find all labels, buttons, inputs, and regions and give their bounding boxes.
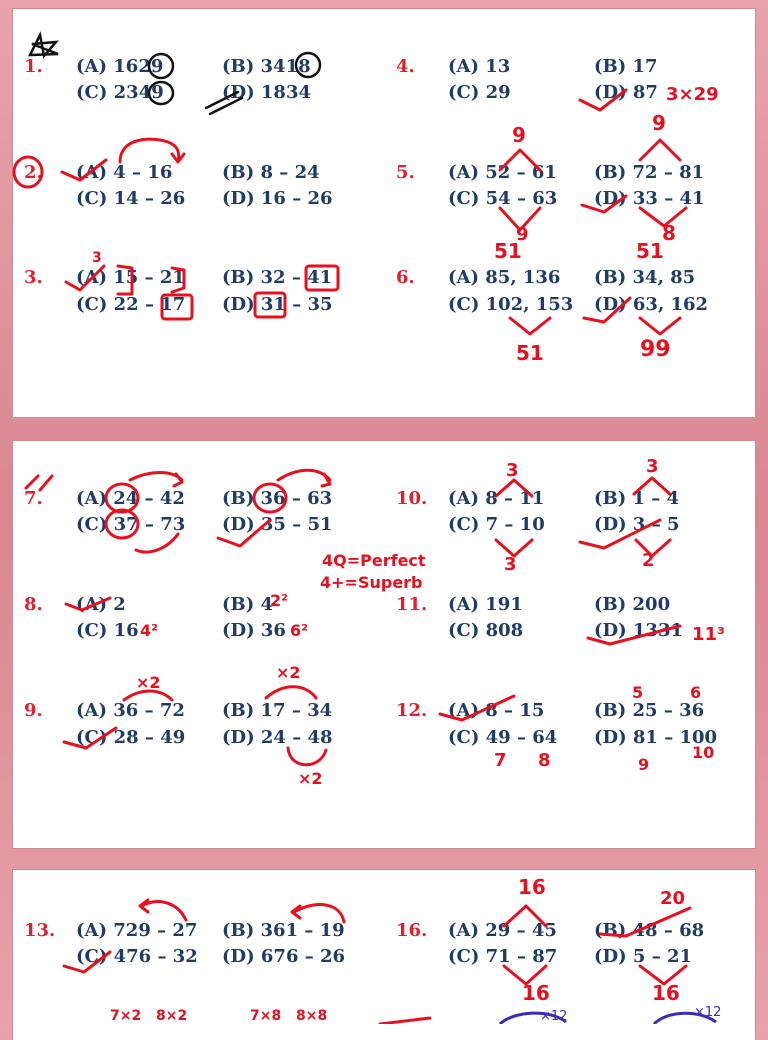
hw-q8-d: 6² [290,621,309,640]
hw-q12-d2: 10 [692,743,715,762]
option-a[interactable]: (A) 15 – 21 [76,267,185,288]
question-number: 9. [24,700,43,721]
option-d[interactable]: (D) 31 – 35 [222,294,333,315]
option-a[interactable]: (A) 4 – 16 [76,162,173,183]
hw-q13-b2: 8×2 [156,1008,188,1024]
option-a[interactable]: (A) 52 – 61 [448,162,557,183]
option-b[interactable]: (B) 17 [594,56,658,77]
question-number: 6. [396,267,415,288]
option-b[interactable]: (B) 72 – 81 [594,162,705,183]
option-b[interactable]: (B) 17 – 34 [222,700,333,721]
option-b[interactable]: (B) 361 – 19 [222,920,345,941]
hw-q5-b-top: 9 [652,111,666,135]
option-d[interactable]: (D) 16 – 26 [222,188,333,209]
option-d[interactable]: (D) 33 – 41 [594,188,705,209]
option-a[interactable]: (A) 8 – 15 [448,700,545,721]
hw-q16-a-bot: 16 [522,981,550,1005]
option-b[interactable]: (B) 1 – 4 [594,488,680,509]
option-c[interactable]: (C) 28 – 49 [76,727,186,748]
option-a[interactable]: (A) 36 – 72 [76,700,185,721]
hw-q16-x12a: ×12 [540,1009,568,1024]
hw-q13-b3: 7×8 [250,1008,282,1024]
hw-q4: 3×29 [666,84,719,105]
hw-q12-c1: 7 [494,750,507,771]
hw-q10-a-bot: 3 [504,554,517,575]
question-number: 10. [396,488,428,509]
question-number: 11. [396,594,428,615]
hw-q8-b: 2² [270,591,289,610]
option-a[interactable]: (A) 29 – 45 [448,920,557,941]
option-a[interactable]: (A) 2 [76,594,126,615]
option-c[interactable]: (C) 71 – 87 [448,946,558,967]
hw-q11-d: 11³ [692,624,725,645]
hw-q7-note2: 4+=Superb [320,573,423,592]
option-d[interactable]: (D) 87 [594,82,658,103]
hw-q16-a-top: 16 [518,875,546,899]
hw-q16-b-top: 20 [660,888,686,909]
hw-q12-c2: 8 [538,750,551,771]
option-d[interactable]: (D) 5 – 21 [594,946,693,967]
hw-q9-d: ×2 [298,769,323,788]
option-d[interactable]: (D) 1331 [594,620,684,641]
option-b[interactable]: (B) 200 [594,594,671,615]
hw-q8-c: 4² [140,621,159,640]
hw-q12-d1: 9 [638,755,650,774]
option-c[interactable]: (C) 14 – 26 [76,188,186,209]
option-d[interactable]: (D) 35 – 51 [222,514,333,535]
option-d[interactable]: (D) 81 – 100 [594,727,718,748]
option-a[interactable]: (A) 85, 136 [448,267,561,288]
question-number: 16. [396,920,428,941]
question-number: 7. [24,488,43,509]
hw-q16-x12b: ×12 [694,1005,722,1020]
option-c[interactable]: (C) 102, 153 [448,294,574,315]
hw-q6-d-bot: 99 [640,337,671,362]
hw-q10-a-top: 3 [506,460,519,481]
hw-q13-b1: 7×2 [110,1008,142,1024]
option-d[interactable]: (D) 676 – 26 [222,946,346,967]
question-number: 8. [24,594,43,615]
option-a[interactable]: (A) 8 – 11 [448,488,545,509]
option-b[interactable]: (B) 25 – 36 [594,700,705,721]
option-c[interactable]: (C) 29 [448,82,511,103]
option-d[interactable]: (D) 1834 [222,82,312,103]
option-a[interactable]: (A) 1629 [76,56,164,77]
question-number: 13. [24,920,56,941]
option-d[interactable]: (D) 24 – 48 [222,727,333,748]
question-number: 3. [24,267,43,288]
option-c[interactable]: (C) 7 – 10 [448,514,545,535]
option-c[interactable]: (C) 16 [76,620,139,641]
option-c[interactable]: (C) 808 [448,620,524,641]
hw-q7-note1: 4Q=Perfect [322,551,426,570]
hw-q5-a-top: 9 [512,123,526,147]
option-c[interactable]: (C) 54 – 63 [448,188,558,209]
hw-q10-b-top: 3 [646,456,659,477]
question-number: 4. [396,56,415,77]
option-b[interactable]: (B) 32 – 41 [222,267,333,288]
option-d[interactable]: (D) 36 [222,620,286,641]
question-number: 12. [396,700,428,721]
hw-q6-b-top: 51 [636,239,664,263]
hw-q5-b-bot: 8 [662,221,676,245]
hw-q9-b: ×2 [276,663,301,682]
hw-q5-mid: 9 [516,224,529,245]
option-a[interactable]: (A) 191 [448,594,523,615]
option-c[interactable]: (C) 49 – 64 [448,727,558,748]
hw-q3-a: 3 [92,250,102,266]
option-b[interactable]: (B) 4 [222,594,274,615]
hw-q12-b1: 5 [632,683,644,702]
hw-q9-a: ×2 [136,673,161,692]
question-number: 1. [24,56,43,77]
option-c[interactable]: (C) 22 – 17 [76,294,186,315]
option-b[interactable]: (B) 34, 85 [594,267,696,288]
hw-q13-b4: 8×8 [296,1008,328,1024]
option-b[interactable]: (B) 48 – 68 [594,920,705,941]
option-b[interactable]: (B) 3418 [222,56,311,77]
option-c[interactable]: (C) 37 – 73 [76,514,186,535]
question-number: 2. [24,162,43,183]
hw-q12-b2: 6 [690,683,702,702]
hw-q10-b-bot: 2 [642,550,655,571]
option-b[interactable]: (B) 36 – 63 [222,488,333,509]
option-c[interactable]: (C) 476 – 32 [76,946,198,967]
option-d[interactable]: (D) 3 – 5 [594,514,680,535]
option-a[interactable]: (A) 24 – 42 [76,488,185,509]
option-c[interactable]: (C) 2349 [76,82,164,103]
hw-q16-d-bot: 16 [652,981,680,1005]
option-a[interactable]: (A) 729 – 27 [76,920,198,941]
question-number: 5. [396,162,415,183]
option-d[interactable]: (D) 63, 162 [594,294,709,315]
option-a[interactable]: (A) 13 [448,56,511,77]
hw-q6-c-bot: 51 [516,341,544,365]
hw-q5-a-bot: 51 [494,239,522,263]
option-b[interactable]: (B) 8 – 24 [222,162,320,183]
